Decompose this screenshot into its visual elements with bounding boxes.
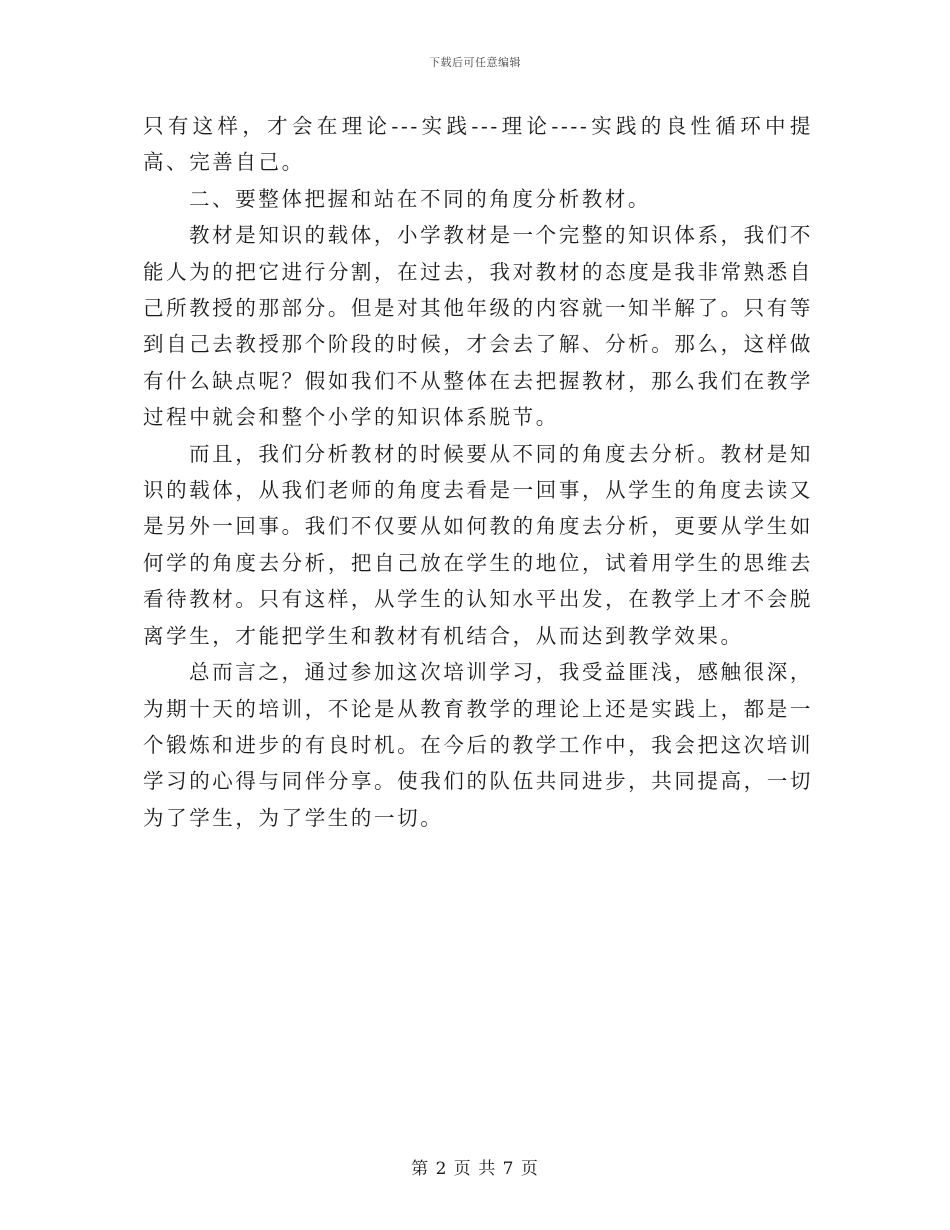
paragraph-conclusion: 总而言之，通过参加这次培训学习，我受益匪浅，感触很深，为期十天的培训，不论是从教育教学的理论上还是实践上，都是一个锻炼和进步的有良时机。在今后的教学工作中，我会把这次培训学习的心得与同伴分享。使我们的队伍共同进步，共同提高，一切为了学生，为了学生的一切。: [143, 660, 813, 830]
document-body: [143, 108, 813, 836]
paragraph-different-angles: 而且，我们分析教材的时候要从不同的角度去分析。教材是知识的载体，从我们老师的角度去看是一回事，从学生的角度去读又是另外一回事。我们不仅要从如何教的角度去分析，更要从学生如何学的角度去分析，把自己放在学生的地位，试着用学生的思维去看待教材。只有这样，从学生的认知水平出发，在教学上才不会脱离学生，才能把学生和教材有机结合，从而达到教学效果。: [143, 441, 813, 648]
page-header: 下载后可任意编辑: [429, 56, 521, 69]
paragraph-continuation: 只有这样，才会在理论---实践---理论----实践的良性循环中提高、完善自己。: [143, 114, 813, 175]
paragraph-textbook-whole: 教材是知识的载体，小学教材是一个完整的知识体系，我们不能人为的把它进行分割，在过去，我对教材的态度是我非常熟悉自己所教授的那部分。但是对其他年级的内容就一知半解了。只有等到自己去教授那个阶段的时候，才会去了解、分析。那么，这样做有什么缺点呢？假如我们不从整体在去把握教材，那么我们在教学过程中就会和整个小学的知识体系脱节。: [143, 223, 813, 430]
page-footer: 第 2 页 共 7 页: [411, 1159, 539, 1179]
section-heading: 二、要整体把握和站在不同的角度分析教材。: [189, 186, 651, 211]
